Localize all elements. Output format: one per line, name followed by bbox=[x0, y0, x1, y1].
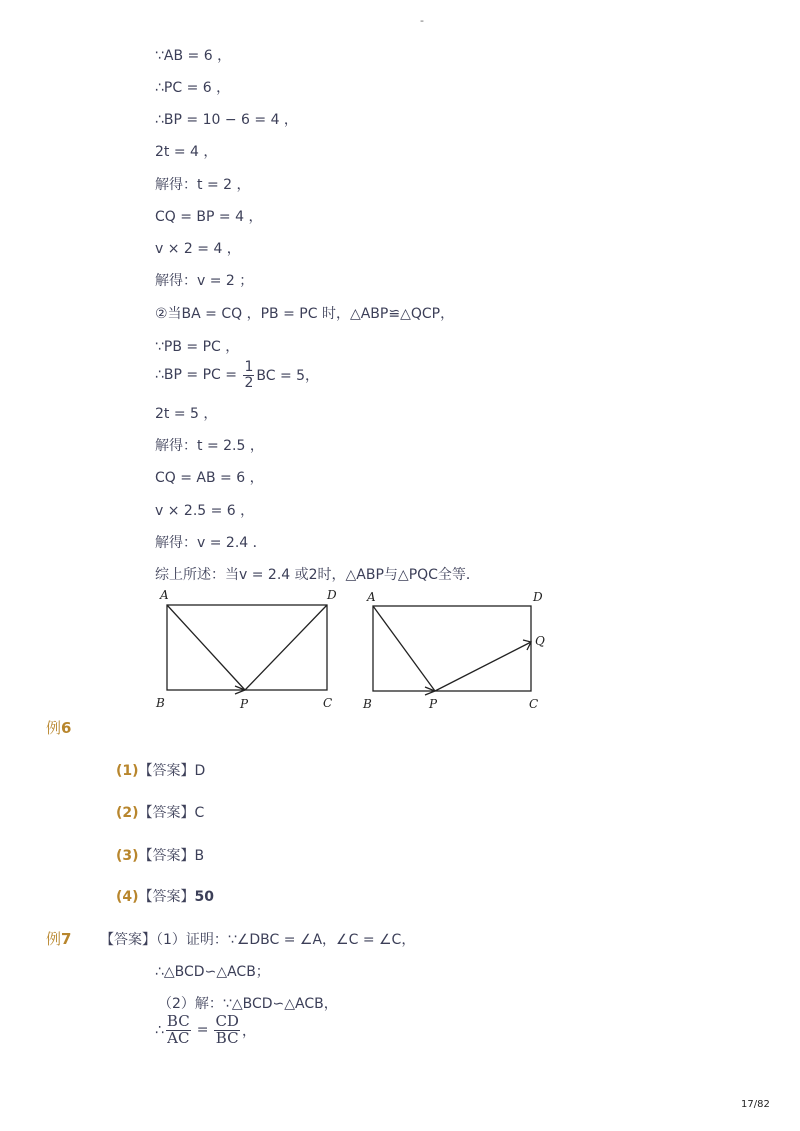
proof-line: （2）解：∵△BCD∽△ACB， bbox=[158, 996, 338, 1012]
example-7-line bbox=[100, 929, 415, 949]
label-q: Q bbox=[535, 634, 545, 648]
answer-number: (3) bbox=[116, 848, 139, 864]
answer-tag: 【答案】 bbox=[138, 805, 195, 821]
proof-ratio-line bbox=[155, 1014, 256, 1047]
solution-line: ∵PB = PC ， bbox=[155, 339, 240, 355]
answer-value: D bbox=[194, 763, 206, 779]
answer-number: (2) bbox=[116, 805, 139, 821]
answer-tag: 【答案】 bbox=[138, 889, 195, 905]
answer-number: (4) bbox=[116, 889, 139, 905]
solution-line: CQ = AB = 6 ， bbox=[155, 470, 264, 486]
fraction-numerator: BC bbox=[166, 1012, 190, 1030]
answer-row bbox=[116, 802, 204, 822]
answer-value: B bbox=[194, 848, 205, 864]
answer-tag: 【答案】 bbox=[138, 763, 195, 779]
figure-rectangle-abp bbox=[150, 585, 350, 715]
proof-line: （1）证明：∵∠DBC = ∠A，∠C = ∠C， bbox=[156, 932, 416, 948]
label-c: C bbox=[323, 696, 333, 710]
therefore-symbol: ∴ bbox=[155, 1022, 164, 1039]
fraction-denominator: 2 bbox=[244, 374, 254, 391]
solution-line: 解得：v = 2 ； bbox=[155, 273, 254, 289]
answer-value: C bbox=[194, 805, 205, 821]
fraction-denominator: AC bbox=[167, 1028, 190, 1047]
solution-line: 解得：t = 2 ， bbox=[155, 177, 251, 193]
fraction-bc-ac bbox=[166, 1014, 191, 1047]
label-p: P bbox=[240, 697, 249, 711]
solution-line: 解得：t = 2.5 ， bbox=[155, 438, 264, 454]
label-d: D bbox=[533, 590, 543, 604]
solution-line: v × 2 = 4 ， bbox=[155, 241, 241, 257]
solution-line: ∴PC = 6 ， bbox=[155, 80, 231, 96]
solution-line: v × 2.5 = 6 ， bbox=[155, 503, 255, 519]
solution-line: ∵AB = 6 ， bbox=[155, 48, 232, 64]
solution-line: 2t = 4 ， bbox=[155, 144, 218, 160]
comma: ， bbox=[241, 1023, 256, 1040]
answer-row bbox=[116, 760, 205, 780]
label-d: D bbox=[327, 588, 337, 602]
fraction-half bbox=[243, 360, 254, 390]
solution-line: 2t = 5 ， bbox=[155, 406, 218, 422]
example-number: 6 bbox=[61, 719, 72, 737]
fraction-numerator: 1 bbox=[244, 359, 254, 375]
answer-value: 50 bbox=[194, 889, 215, 905]
answer-number: (1) bbox=[116, 763, 139, 779]
example-7-label bbox=[46, 928, 71, 949]
solution-line: 综上所述：当v = 2.4 或2时，△ABP与△PQC全等． bbox=[155, 567, 480, 583]
figure-rectangle-pqc bbox=[355, 585, 555, 715]
example-prefix: 例 bbox=[46, 930, 62, 948]
label-p: P bbox=[429, 697, 438, 711]
example-number: 7 bbox=[61, 930, 72, 948]
page-number: 17/82 bbox=[741, 1099, 770, 1110]
answer-row bbox=[116, 886, 214, 906]
label-a: A bbox=[160, 588, 169, 602]
answer-tag: 【答案】 bbox=[100, 932, 156, 948]
solution-line: ∴BP = 10 − 6 = 4 ， bbox=[155, 112, 298, 128]
label-b: B bbox=[363, 697, 372, 711]
fraction-line-suffix: BC = 5， bbox=[256, 368, 320, 385]
label-c: C bbox=[529, 697, 539, 711]
fraction-line-prefix: ∴BP = PC = bbox=[155, 367, 242, 384]
fraction-denominator: BC bbox=[215, 1028, 239, 1047]
solution-line: 解得：v = 2.4 ． bbox=[155, 535, 267, 551]
proof-line: ∴△BCD∽△ACB； bbox=[155, 964, 270, 980]
example-prefix: 例 bbox=[46, 719, 62, 737]
solution-line-fraction bbox=[155, 360, 319, 390]
answer-tag: 【答案】 bbox=[138, 848, 195, 864]
equals-sign: = bbox=[196, 1022, 209, 1039]
solution-line: CQ = BP = 4 ， bbox=[155, 209, 263, 225]
example-6-label bbox=[46, 717, 71, 738]
header-mark: - bbox=[420, 14, 424, 27]
answer-row bbox=[116, 845, 204, 865]
fraction-numerator: CD bbox=[215, 1012, 239, 1030]
fraction-cd-bc bbox=[214, 1014, 240, 1047]
label-a: A bbox=[367, 590, 376, 604]
label-b: B bbox=[156, 696, 165, 710]
solution-line: ②当BA = CQ ，PB = PC 时，△ABP≌△QCP， bbox=[155, 306, 455, 322]
